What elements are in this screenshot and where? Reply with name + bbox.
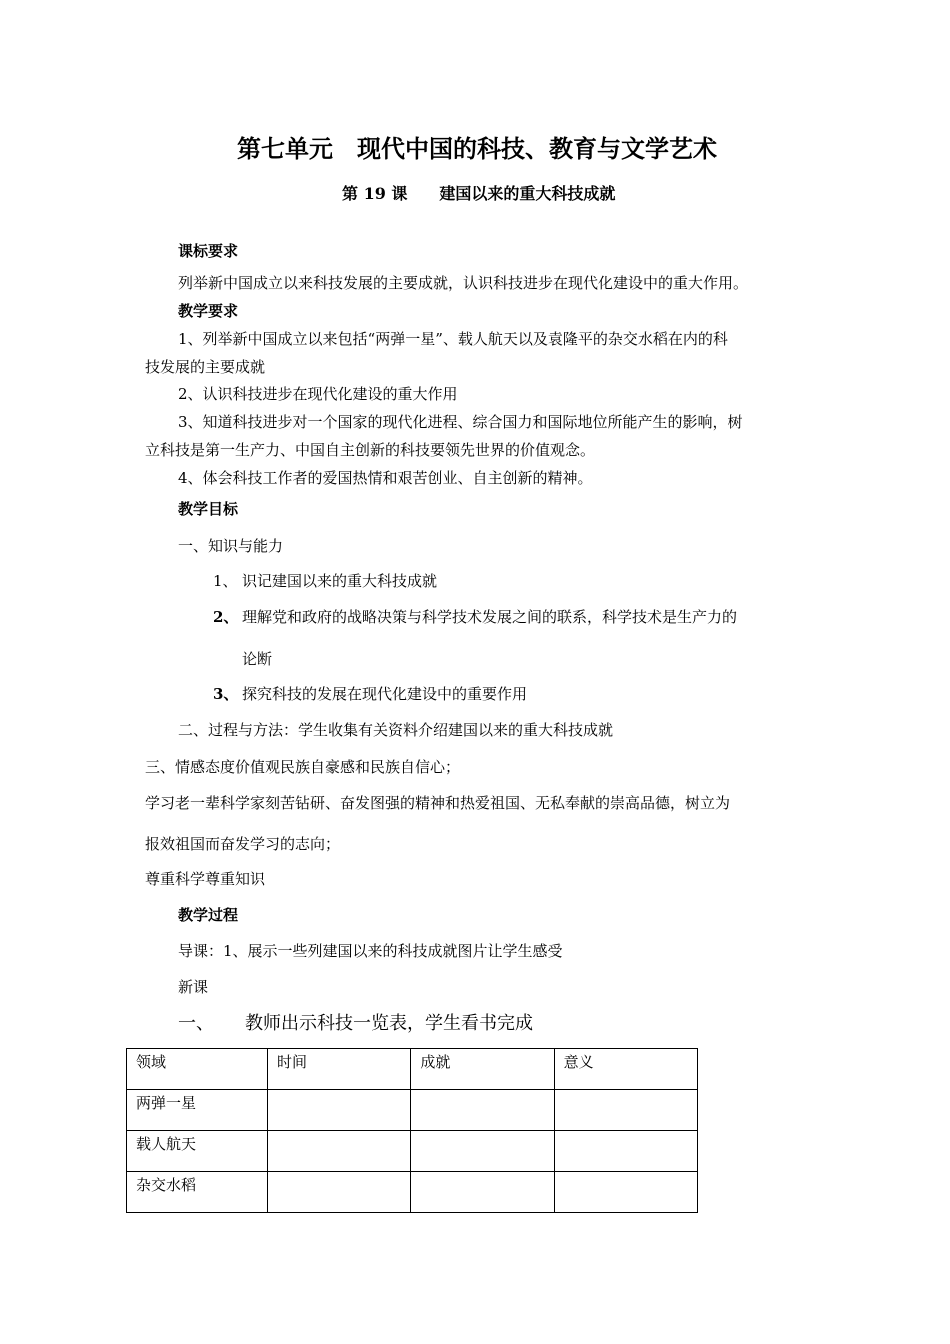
zhishi-2-number: 2、 xyxy=(213,608,239,626)
table-cell: 两弹一星 xyxy=(127,1090,268,1131)
zhishi-2-cont: 论断 xyxy=(242,650,273,668)
lesson-title: 第 19 课 建国以来的重大科技成就 xyxy=(342,184,616,203)
jiaoxue-yaoqiu-heading: 教学要求 xyxy=(178,302,239,320)
guocheng-fangfa: 二、过程与方法：学生收集有关资料介绍建国以来的重大科技成就 xyxy=(178,721,614,739)
xinke-text: 新课 xyxy=(178,978,209,996)
qinggan-line-3: 报效祖国而奋发学习的志向； xyxy=(145,835,341,853)
table-header-cell: 成就 xyxy=(411,1049,554,1090)
qinggan-line-4: 尊重科学尊重知识 xyxy=(145,870,266,888)
yaoqiu-item-4: 4、体会科技工作者的爱国热情和艰苦创业、自主创新的精神。 xyxy=(178,469,593,487)
table-cell xyxy=(411,1172,554,1213)
table-row xyxy=(127,1090,698,1131)
table-cell: 杂交水稻 xyxy=(127,1172,268,1213)
mubiao-heading: 教学目标 xyxy=(178,500,239,518)
table-cell: 载人航天 xyxy=(127,1131,268,1172)
table-cell xyxy=(268,1090,411,1131)
qinggan-line-2: 学习老一辈科学家刻苦钻研、奋发图强的精神和热爱祖国、无私奉献的崇高品德，树立为 xyxy=(145,794,731,812)
table-cell xyxy=(554,1131,697,1172)
zhishi-1-text: 识记建国以来的重大科技成就 xyxy=(242,572,438,590)
guocheng-heading: 教学过程 xyxy=(178,906,239,924)
task-text: 教师出示科技一览表，学生看书完成 xyxy=(245,1013,533,1034)
table-row xyxy=(127,1131,698,1172)
kebiao-heading: 课标要求 xyxy=(178,242,239,260)
table-cell xyxy=(411,1131,554,1172)
table-cell xyxy=(554,1090,697,1131)
yaoqiu-item-1: 1、列举新中国成立以来包括“两弹一星”、载人航天以及袁隆平的杂交水稻在内的科 xyxy=(178,330,728,348)
kebiao-text: 列举新中国成立以来科技发展的主要成就，认识科技进步在现代化建设中的重大作用。 xyxy=(178,274,749,292)
yaoqiu-item-1-cont: 技发展的主要成就 xyxy=(145,358,266,376)
unit-title: 第七单元 现代中国的科技、教育与文学艺术 xyxy=(237,134,717,163)
table-row xyxy=(127,1172,698,1213)
table-cell xyxy=(411,1090,554,1131)
zhishi-3-number: 3、 xyxy=(213,685,239,703)
zhishi-1-number: 1、 xyxy=(213,572,238,590)
table-cell xyxy=(554,1172,697,1213)
yaoqiu-item-3-cont: 立科技是第一生产力、中国自主创新的科技要领先世界的价值观念。 xyxy=(145,441,596,459)
table-header-cell: 领域 xyxy=(127,1049,268,1090)
yaoqiu-item-3: 3、知道科技进步对一个国家的现代化进程、综合国力和国际地位所能产生的影响，树 xyxy=(178,413,743,431)
task-number: 一、 xyxy=(178,1013,214,1034)
qinggan-heading: 三、情感态度价值观民族自豪感和民族自信心； xyxy=(145,758,461,776)
table-header-cell: 意义 xyxy=(554,1049,697,1090)
zhishi-2-text: 理解党和政府的战略决策与科学技术发展之间的联系，科学技术是生产力的 xyxy=(242,608,738,626)
zhishi-3-text: 探究科技的发展在现代化建设中的重要作用 xyxy=(242,685,528,703)
daoke-text: 导课：1、展示一些列建国以来的科技成就图片让学生感受 xyxy=(178,942,563,960)
table-cell xyxy=(268,1131,411,1172)
table-cell xyxy=(268,1172,411,1213)
achievement-table xyxy=(126,1048,698,1213)
yaoqiu-item-2: 2、认识科技进步在现代化建设的重大作用 xyxy=(178,385,458,403)
zhishi-heading: 一、知识与能力 xyxy=(178,537,284,555)
table-header-row xyxy=(127,1049,698,1090)
table-header-cell: 时间 xyxy=(268,1049,411,1090)
